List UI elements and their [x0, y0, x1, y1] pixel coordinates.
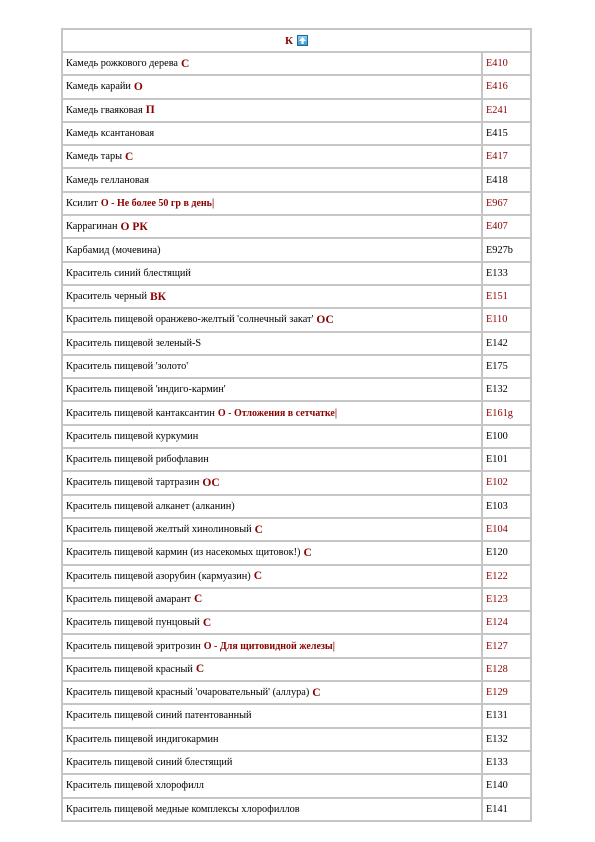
- table-row: [63, 286, 530, 307]
- additive-name-cell: [63, 519, 481, 540]
- e-code-cell: [483, 263, 530, 284]
- section-letter: К: [285, 34, 293, 47]
- additive-name: Каррагинан: [66, 221, 118, 233]
- hazard-mark: ОС: [316, 313, 334, 326]
- e-code: E133: [486, 757, 508, 769]
- table-row: [63, 333, 530, 354]
- table-row: [63, 799, 530, 820]
- e-code-cell: [483, 426, 530, 447]
- table-row: [63, 566, 530, 587]
- hazard-mark: ВК: [149, 290, 166, 303]
- table-row: [63, 193, 530, 214]
- e-code: E175: [486, 361, 508, 372]
- e-code-cell: [483, 775, 530, 796]
- additive-name-cell: [63, 566, 481, 587]
- hazard-mark: О - Отложения в сетчатке|: [217, 407, 338, 419]
- additive-name: Краситель синий блестящий: [66, 267, 191, 279]
- additive-name-cell: [63, 379, 481, 400]
- table-row: [63, 76, 530, 97]
- e-code: E132: [486, 733, 508, 745]
- additive-name-cell: [63, 542, 481, 563]
- e-code: E967: [486, 197, 508, 209]
- e-code: E104: [486, 524, 508, 536]
- table-row: [63, 705, 530, 726]
- additive-name-cell: [63, 775, 481, 796]
- table-row: [63, 542, 530, 563]
- additive-name-cell: [63, 146, 481, 167]
- e-code-cell: [483, 309, 530, 330]
- e-code: E415: [486, 128, 508, 140]
- e-code: E141: [486, 803, 508, 815]
- e-code-cell: [483, 659, 530, 680]
- e-code-cell: [483, 729, 530, 750]
- table-row: [63, 775, 530, 796]
- additives-table: [61, 28, 532, 822]
- e-code-cell: [483, 589, 530, 610]
- table-row: [63, 379, 530, 400]
- table-row: [63, 263, 530, 284]
- additive-name-cell: [63, 682, 481, 703]
- e-code-cell: [483, 193, 530, 214]
- table-row: [63, 589, 530, 610]
- e-code: E124: [486, 617, 508, 629]
- hazard-mark: ОС: [202, 476, 220, 489]
- table-row: [63, 496, 530, 517]
- table-row: [63, 239, 530, 260]
- e-code: E241: [486, 104, 508, 116]
- additive-name-cell: [63, 356, 481, 377]
- additive-name-cell: [63, 169, 481, 190]
- e-code: E129: [486, 687, 508, 699]
- additive-name: Краситель пищевой синий блестящий: [66, 757, 233, 769]
- table-row: [63, 426, 530, 447]
- e-code: E127: [486, 640, 508, 652]
- e-code: E123: [486, 593, 508, 605]
- hazard-mark: С: [194, 593, 203, 606]
- e-code: E128: [486, 663, 508, 675]
- additive-name-cell: [63, 635, 481, 656]
- e-code-cell: [483, 76, 530, 97]
- e-code-cell: [483, 519, 530, 540]
- additive-name: Краситель пищевой алканет (алканин): [66, 500, 235, 512]
- additive-name-cell: [63, 309, 481, 330]
- e-code-cell: [483, 449, 530, 470]
- e-code-cell: [483, 496, 530, 517]
- additive-name: Краситель пищевой тартразин: [66, 477, 200, 489]
- additive-name-cell: [63, 472, 481, 493]
- e-code: E410: [486, 58, 508, 70]
- additive-name: Карбамид (мочевина): [66, 244, 161, 256]
- e-code-cell: [483, 333, 530, 354]
- e-code-cell: [483, 146, 530, 167]
- e-code-cell: [483, 705, 530, 726]
- additive-name: Краситель пищевой пунцовый: [66, 617, 200, 629]
- e-code-cell: [483, 379, 530, 400]
- e-code: E416: [486, 81, 508, 93]
- e-code-cell: [483, 682, 530, 703]
- additive-name-cell: [63, 426, 481, 447]
- additive-name-cell: [63, 100, 481, 121]
- additive-name: Камедь тары: [66, 151, 123, 163]
- additive-name: Краситель пищевой зеленый-S: [66, 337, 202, 349]
- table-row: [63, 659, 530, 680]
- e-code: E140: [486, 780, 508, 792]
- additive-name-cell: [63, 333, 481, 354]
- table-row: [63, 123, 530, 144]
- additive-name-cell: [63, 729, 481, 750]
- e-code-cell: [483, 53, 530, 74]
- hazard-mark: С: [202, 616, 212, 629]
- additive-name-cell: [63, 589, 481, 610]
- table-body: [63, 53, 530, 820]
- additive-name: Краситель пищевой желтый хинолиновый: [66, 524, 252, 536]
- e-code: E100: [486, 430, 508, 442]
- e-code: E407: [486, 221, 508, 233]
- e-code-cell: [483, 216, 530, 237]
- e-code-cell: [483, 239, 530, 260]
- hazard-mark: С: [312, 686, 321, 699]
- e-code-cell: [483, 286, 530, 307]
- additive-name: Камедь карайи: [66, 81, 131, 93]
- e-code-cell: [483, 169, 530, 190]
- additive-name-cell: [63, 496, 481, 517]
- e-code: E927b: [486, 244, 513, 256]
- additive-name: Краситель пищевой 'индиго-кармин': [66, 384, 226, 396]
- hazard-mark: О - Не более 50 гр в день|: [100, 197, 215, 209]
- additive-name: Краситель пищевой куркумин: [66, 430, 199, 442]
- additive-name: Камедь рожкового дерева: [66, 58, 178, 70]
- table-row: [63, 216, 530, 237]
- additive-name-cell: [63, 76, 481, 97]
- additive-name-cell: [63, 659, 481, 680]
- e-code: E151: [486, 291, 508, 303]
- table-row: [63, 169, 530, 190]
- hazard-mark: С: [125, 150, 134, 163]
- additive-name-cell: [63, 402, 481, 423]
- table-row: [63, 472, 530, 493]
- additive-name-cell: [63, 123, 481, 144]
- additive-name: Краситель пищевой кармин (из насекомых щитовок!): [66, 547, 301, 559]
- e-code-cell: [483, 799, 530, 820]
- e-code-cell: [483, 356, 530, 377]
- e-code-cell: [483, 123, 530, 144]
- e-code-cell: [483, 472, 530, 493]
- hazard-mark: С: [195, 663, 205, 676]
- table-row: [63, 729, 530, 750]
- table-row: [63, 612, 530, 633]
- additive-name: Краситель пищевой 'золото': [66, 361, 189, 372]
- table-header: [63, 30, 530, 51]
- table-row: [63, 682, 530, 703]
- e-code-cell: [483, 566, 530, 587]
- additive-name-cell: [63, 53, 481, 74]
- e-code: E122: [486, 570, 508, 582]
- additive-name-cell: [63, 216, 481, 237]
- additive-name: Краситель пищевой амарант: [66, 593, 192, 605]
- table-row: [63, 635, 530, 656]
- additive-name: Краситель пищевой рибофлавин: [66, 454, 209, 466]
- e-code: E161g: [486, 407, 513, 419]
- e-code: E101: [486, 454, 508, 466]
- e-code: E133: [486, 267, 508, 279]
- additive-name: Краситель пищевой эритрозин: [66, 640, 201, 652]
- additive-name: Камедь гваяковая: [66, 104, 143, 116]
- additive-name: Камедь геллановая: [66, 174, 149, 186]
- additive-name-cell: [63, 239, 481, 260]
- additive-name: Краситель пищевой медные комплексы хлорофиллов: [66, 803, 300, 815]
- additive-name-cell: [63, 286, 481, 307]
- e-code-cell: [483, 402, 530, 423]
- additive-name: Краситель пищевой синий патентованный: [66, 710, 252, 722]
- additive-name: Краситель пищевой азорубин (кармуазин): [66, 570, 251, 582]
- additive-name-cell: [63, 449, 481, 470]
- additive-name-cell: [63, 263, 481, 284]
- additive-name-cell: [63, 752, 481, 773]
- table-row: [63, 146, 530, 167]
- additive-name: Камедь ксантановая: [66, 128, 155, 140]
- hazard-mark: О - Для щитовидной железы|: [203, 640, 335, 652]
- additive-name: Краситель черный: [66, 291, 147, 303]
- table-row: [63, 449, 530, 470]
- hazard-mark: С: [254, 523, 263, 536]
- e-code-cell: [483, 612, 530, 633]
- additive-name-cell: [63, 193, 481, 214]
- table-row: [63, 752, 530, 773]
- hazard-mark: П: [145, 104, 155, 117]
- e-code: E103: [486, 500, 508, 512]
- hazard-mark: С: [303, 546, 312, 559]
- arrow-up-icon[interactable]: [297, 35, 308, 46]
- e-code: E120: [486, 547, 508, 559]
- e-code: E131: [486, 710, 508, 722]
- additive-name: Краситель пищевой красный: [66, 663, 193, 675]
- e-code-cell: [483, 100, 530, 121]
- table-row: [63, 100, 530, 121]
- additive-name: Краситель пищевой красный 'очаровательный' (аллура): [66, 687, 310, 699]
- e-code: E102: [486, 477, 508, 489]
- hazard-mark: О: [133, 80, 143, 93]
- table-row: [63, 356, 530, 377]
- additive-name: Краситель пищевой оранжево-желтый 'солнечный закат': [66, 314, 314, 326]
- additive-name-cell: [63, 799, 481, 820]
- e-code: E132: [486, 384, 508, 396]
- hazard-mark: О РК: [120, 220, 148, 233]
- additive-name-cell: [63, 705, 481, 726]
- e-code: E142: [486, 337, 508, 349]
- e-code-cell: [483, 752, 530, 773]
- e-code-cell: [483, 542, 530, 563]
- additive-name: Краситель пищевой индигокармин: [66, 733, 219, 745]
- table-row: [63, 53, 530, 74]
- e-code: E110: [486, 314, 508, 326]
- hazard-mark: С: [181, 57, 190, 70]
- e-code-cell: [483, 635, 530, 656]
- table-row: [63, 519, 530, 540]
- additive-name-cell: [63, 612, 481, 633]
- e-code: E418: [486, 174, 508, 186]
- e-code: E417: [486, 151, 508, 163]
- additive-name: Ксилит: [66, 197, 98, 209]
- table-row: [63, 402, 530, 423]
- hazard-mark: С: [253, 570, 263, 583]
- additive-name: Краситель пищевой кантаксантин: [66, 407, 215, 419]
- table-row: [63, 309, 530, 330]
- additive-name: Краситель пищевой хлорофилл: [66, 780, 204, 792]
